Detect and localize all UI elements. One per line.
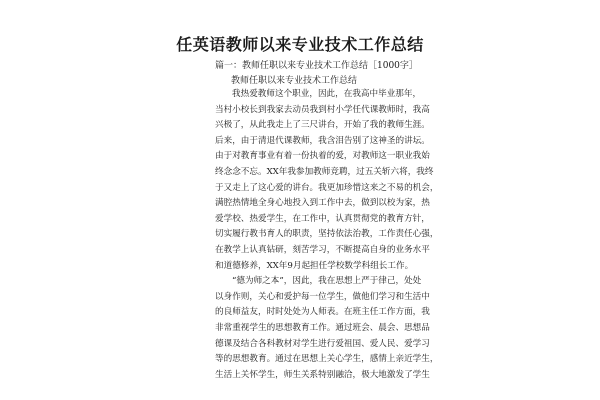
paragraph-line: 和道德修养，XX年9月起担任学校数学科组长工作。 bbox=[215, 260, 414, 271]
paragraph-line: 于又走上了这心爱的讲台。我更加珍惜这来之不易的机会， bbox=[215, 182, 439, 193]
section-heading: 教师任职以来专业技术工作总结 bbox=[231, 76, 358, 86]
paragraph-line: 由于对教育事业有着一份执着的爱，对教师这一职业我始 bbox=[215, 151, 430, 162]
paragraph-line: 满腔热情地全身心地投入到工作中去，做到以校为家，热 bbox=[215, 198, 430, 209]
paragraph-line: 以身作则，关心和爱护每一位学生，做他们学习和生活中 bbox=[215, 291, 430, 302]
paragraph-line: 我热爱教师这个职业，因此，在我高中毕业那年， bbox=[232, 89, 422, 99]
paragraph-line: 兴极了，从此我走上了三尺讲台，开始了我的教师生涯。 bbox=[215, 120, 430, 131]
paragraph-line: 的良师益友，时时处处为人师表。在班主任工作方面，我 bbox=[215, 307, 430, 318]
body-text bbox=[215, 87, 439, 383]
paragraph-line: 爱学校、热爱学生，在工作中，认真贯彻党的教育方针， bbox=[215, 213, 430, 224]
document-title: 任英语教师以来专业技术工作总结 bbox=[176, 35, 424, 54]
paragraph-line: 在教学上认真钻研，刻苦学习，不断提高自身的业务水平 bbox=[215, 244, 430, 255]
paragraph-line: 德课及结合各科教材对学生进行爱祖国、爱人民、爱学习 bbox=[215, 338, 430, 349]
paragraph-line: 切实履行教书育人的职责，坚持依法治教，工作责任心强， bbox=[215, 229, 439, 240]
article-subheading: 篇一：教师任职以来专业技术工作总结［1000字］ bbox=[215, 61, 418, 71]
paragraph-line: 等的思想教育。通过在思想上关心学生，感情上亲近学生， bbox=[215, 354, 439, 365]
paragraph-line: 非常重视学生的思想教育工作。通过班会、晨会、思想品 bbox=[215, 322, 430, 333]
paragraph-line: “德为师之本”，因此，我在思想上严于律己，处处 bbox=[232, 276, 422, 287]
paragraph-line: 后来，由于清退代课教师，我含泪告别了这神圣的讲坛。 bbox=[215, 135, 430, 146]
paragraph-line: 当村小校长到我家去动员我到村小学任代课教师时，我高 bbox=[215, 104, 430, 115]
paragraph-line: 生活上关怀学生，师生关系特别融洽，极大地激发了学生 bbox=[215, 369, 430, 380]
paragraph-line: 终念念不忘。XX年我参加教师竞聘，过五关斩六将，我终 bbox=[215, 166, 434, 177]
